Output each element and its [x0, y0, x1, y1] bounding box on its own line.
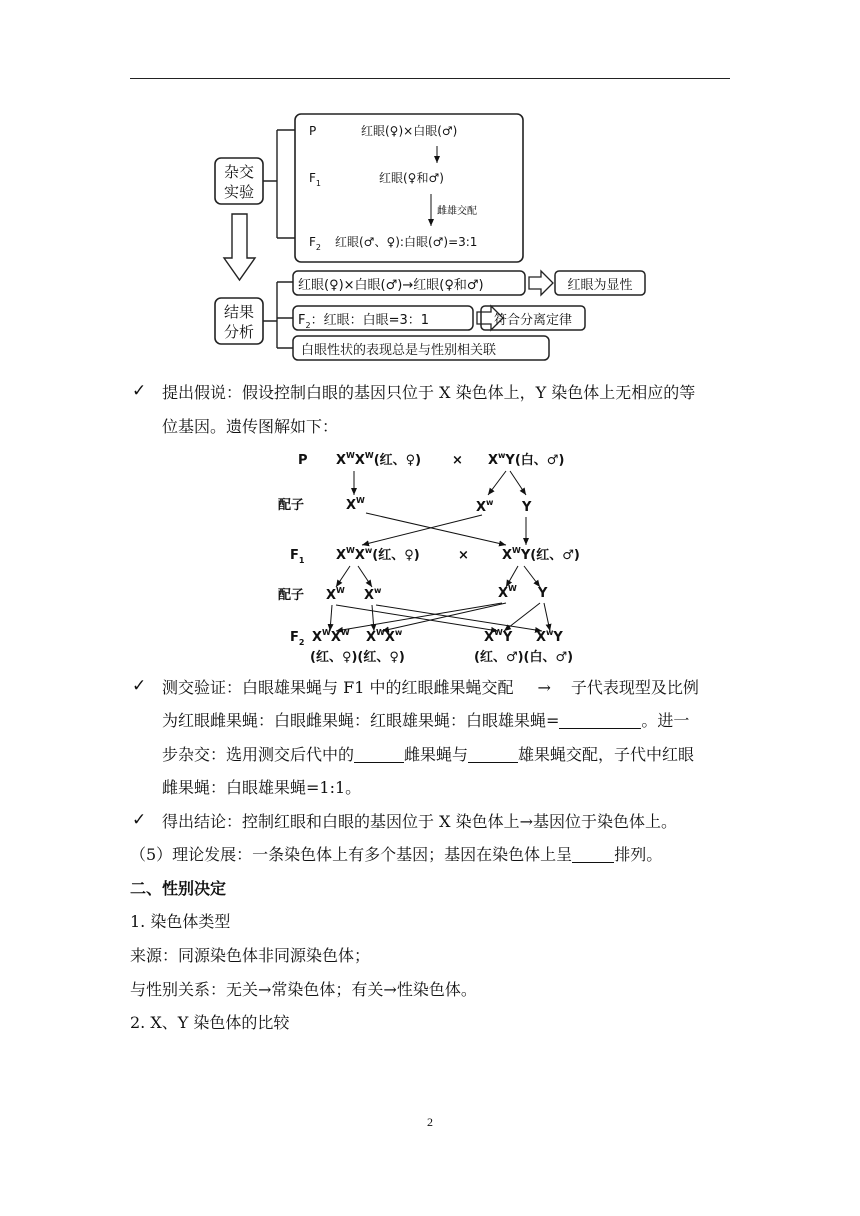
- check-icon-2: ✓: [132, 676, 147, 696]
- f2-genotype-3: $X^WY$: [484, 628, 513, 645]
- analysis-row3: 白眼性状的表现总是与性别相关联: [301, 343, 497, 358]
- page-number: 2: [427, 1115, 433, 1129]
- f2-label: $F_2$: [309, 235, 321, 252]
- testcross-line3: 步杂交：选用测交后代中的 雌果蝇与 雄果蝇交配，子代中红眼: [162, 745, 695, 764]
- gamete-label-1: 配子: [278, 498, 305, 513]
- gamete-label-2: 配子: [278, 588, 305, 603]
- hypothesis-line2: 位基因。遗传图解如下：: [162, 417, 339, 436]
- item-2: 2. X、Y 染色体的比较: [130, 1013, 290, 1032]
- analysis-row1: 红眼(♀)×白眼(♂)→红眼(♀和♂): [298, 278, 484, 293]
- f1-generation-label: $F_1$: [290, 548, 305, 565]
- answer-blank-arrangement[interactable]: [572, 846, 614, 863]
- p-male-genotype: $X^wY$(白、♂): [488, 451, 565, 468]
- source-line: 来源：同源染色体非同源染色体；: [130, 946, 371, 965]
- gamete-Y-1: Y: [522, 500, 532, 515]
- hollow-down-arrow-icon: [224, 214, 255, 280]
- item-1: 1. 染色体类型: [130, 912, 231, 931]
- genetic-cross-diagram: [270, 445, 600, 670]
- f2-result: 红眼(♂、♀):白眼(♂)=3:1: [335, 235, 478, 249]
- gamete-XW-3: $X^W$: [498, 584, 517, 601]
- f2-phenotypes-right: (红、♂)(白、♂): [474, 650, 574, 665]
- testcross-line1: 测交验证：白眼雄果蝇与 F1 中的红眼雌果蝇交配 → 子代表现型及比例: [162, 678, 699, 697]
- f1-result: 红眼(♀和♂): [379, 171, 444, 185]
- p-cross-sign: ×: [452, 453, 463, 468]
- f1-cross-sign: ×: [458, 548, 469, 563]
- check-icon-3: ✓: [132, 810, 147, 830]
- f2-genotype-2: $X^WX^w$: [366, 628, 403, 645]
- experiment-label-l2: 实验: [223, 183, 255, 201]
- gamete-Y-2: Y: [538, 586, 548, 601]
- f1-female-genotype: $X^WX^w$(红、♀): [336, 546, 420, 563]
- answer-blank-male[interactable]: [468, 746, 518, 763]
- section-heading: 二、性别决定: [130, 879, 227, 898]
- f2-genotype-4: $X^wY$: [536, 628, 563, 645]
- testcross-line4: 雌果蝇：白眼雄果蝇=1:1。: [162, 778, 362, 797]
- conclusion2: 符合分离定律: [493, 313, 573, 328]
- p-cross: 红眼(♀)×白眼(♂): [361, 124, 458, 138]
- hollow-right-arrow-icon: [529, 271, 553, 295]
- answer-blank-ratio[interactable]: [559, 712, 641, 729]
- analysis-label-l2: 分析: [223, 323, 255, 341]
- gamete-XW-1: $X^W$: [346, 496, 365, 513]
- gamete-Xw-1: $X^w$: [476, 498, 494, 515]
- analysis-row2: $F_2$：红眼：白眼=3：1: [298, 313, 430, 330]
- f2-genotype-1: $X^WX^W$: [312, 628, 350, 645]
- f2-phenotypes-left: (红、♀)(红、♀): [310, 650, 405, 665]
- f2-generation-label: $F_2$: [290, 630, 305, 647]
- p-generation-label: P: [298, 453, 308, 468]
- testcross-line2: 为红眼雌果蝇：白眼雌果蝇：红眼雄果蝇：白眼雄果蝇= 。进一: [162, 711, 690, 730]
- p-female-genotype: $X^WX^W$(红、♀): [336, 451, 422, 468]
- gamete-Xw-2: $X^w$: [364, 586, 382, 603]
- relation-line: 与性别关系：无关→常染色体；有关→性染色体。: [130, 980, 477, 999]
- check-icon: ✓: [132, 381, 147, 401]
- p-label: P: [309, 124, 317, 138]
- hybrid-experiment-flowchart: [205, 108, 655, 368]
- conclusion-line: 得出结论：控制红眼和白眼的基因位于 X 染色体上→基因位于染色体上。: [162, 812, 677, 831]
- conclusion1: 红眼为显性: [567, 278, 633, 293]
- answer-blank-female[interactable]: [354, 746, 404, 763]
- f1-label: $F_1$: [309, 171, 321, 188]
- f1-male-genotype: $X^WY$(红、♂): [502, 546, 580, 563]
- hypothesis-line1: 提出假说：假设控制白眼的基因只位于 X 染色体上，Y 染色体上无相应的等: [162, 383, 696, 402]
- gamete-XW-2: $X^W$: [326, 586, 345, 603]
- theory-line: （5）理论发展：一条染色体上有多个基因；基因在染色体上呈 排列。: [130, 845, 663, 864]
- experiment-label-l1: 杂交: [223, 163, 255, 181]
- intercross-label: 雌雄交配: [437, 206, 477, 217]
- header-rule: [130, 78, 730, 79]
- analysis-label-l1: 结果: [223, 303, 255, 321]
